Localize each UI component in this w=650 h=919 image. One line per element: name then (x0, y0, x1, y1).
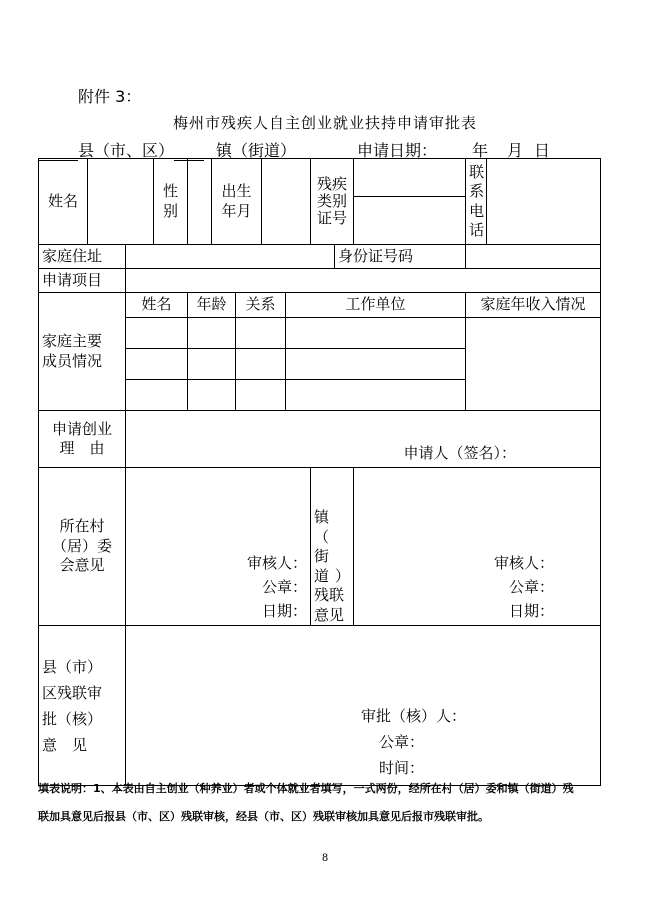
id-number-value[interactable] (466, 245, 601, 269)
project-value[interactable] (126, 269, 601, 293)
family-name-cell[interactable] (126, 349, 188, 380)
address-label: 家庭住址 (39, 245, 126, 269)
attachment-label: 附件 3： (78, 87, 142, 106)
disability-type-value[interactable] (354, 159, 466, 197)
county-opinion-value[interactable] (126, 626, 601, 786)
county-label: 县（市、区） (78, 141, 175, 160)
village-opinion-value[interactable] (126, 468, 311, 626)
month-label: 月 (507, 141, 524, 160)
town-reviewer: 审核人： (494, 554, 555, 572)
apply-date-label: 申请日期： (357, 141, 438, 160)
birth-value[interactable] (262, 159, 311, 245)
page-number: 8 (321, 853, 329, 864)
disability-cert-value[interactable] (354, 197, 466, 245)
birth-label: 出生 年月 (212, 159, 262, 245)
family-employer-cell[interactable] (286, 318, 466, 349)
disability-cert-label: 残疾 类别 证号 (311, 159, 354, 245)
reason-label: 申请创业 理 由 (39, 411, 126, 468)
name-label: 姓名 (39, 159, 88, 245)
county-seal: 公章： (379, 733, 425, 751)
county-time: 时间： (379, 759, 425, 777)
fill-note-line2: 联加具意见后报县（市、区）残联审核，经县（市、区）残联审核加具意见后报市残联审批。 (38, 810, 489, 823)
family-age-cell[interactable] (188, 318, 236, 349)
village-opinion-label: 所在村 （居）委 会意见 (39, 468, 126, 626)
town-label: 镇（街道） (216, 141, 297, 160)
form-title: 梅州市残疾人自主创业就业扶持申请审批表 (172, 114, 477, 132)
family-col-employer: 工作单位 (286, 293, 466, 318)
county-opinion-label: 县（市） 区残联审 批（核） 意 见 (39, 626, 126, 786)
family-name-cell[interactable] (126, 318, 188, 349)
day-label: 日 (534, 141, 551, 160)
family-name-cell[interactable] (126, 380, 188, 411)
family-relation-cell[interactable] (236, 349, 286, 380)
application-form-table (38, 158, 601, 786)
project-label: 申请项目 (39, 269, 126, 293)
family-age-cell[interactable] (188, 380, 236, 411)
id-number-label: 身份证号码 (335, 245, 466, 269)
family-income-cell[interactable] (466, 318, 601, 411)
contact-value[interactable] (487, 159, 601, 245)
village-date: 日期： (262, 602, 308, 620)
reason-value[interactable] (126, 411, 601, 468)
family-col-name: 姓名 (126, 293, 188, 318)
county-approver: 审批（核）人： (361, 707, 467, 725)
gender-label: 性 别 (154, 159, 188, 245)
family-col-income: 家庭年收入情况 (466, 293, 601, 318)
contact-label: 联系 电话 (466, 159, 487, 245)
village-seal: 公章： (262, 578, 308, 596)
applicant-sign-label: 申请人（签名）： (403, 443, 517, 462)
town-seal: 公章： (509, 578, 555, 596)
family-col-relation: 关系 (236, 293, 286, 318)
town-opinion-label: 镇 （ 街 道）残联 意见 (311, 468, 354, 626)
family-employer-cell[interactable] (286, 349, 466, 380)
family-relation-cell[interactable] (236, 380, 286, 411)
gender-value[interactable] (188, 159, 212, 245)
name-value[interactable] (88, 159, 154, 245)
village-reviewer: 审核人： (247, 554, 308, 572)
family-age-cell[interactable] (188, 349, 236, 380)
address-value[interactable] (126, 245, 335, 269)
family-col-age: 年龄 (188, 293, 236, 318)
town-date: 日期： (509, 602, 555, 620)
town-opinion-value[interactable] (354, 468, 601, 626)
family-label: 家庭主要 成员情况 (39, 293, 126, 411)
fill-note-line1: 填表说明：1、本表由自主创业（种养业）者或个体就业者填写，一式两份，经所在村（居）委和镇（街道）残 (38, 782, 574, 795)
year-label: 年 (472, 141, 489, 160)
family-relation-cell[interactable] (236, 318, 286, 349)
family-employer-cell[interactable] (286, 380, 466, 411)
